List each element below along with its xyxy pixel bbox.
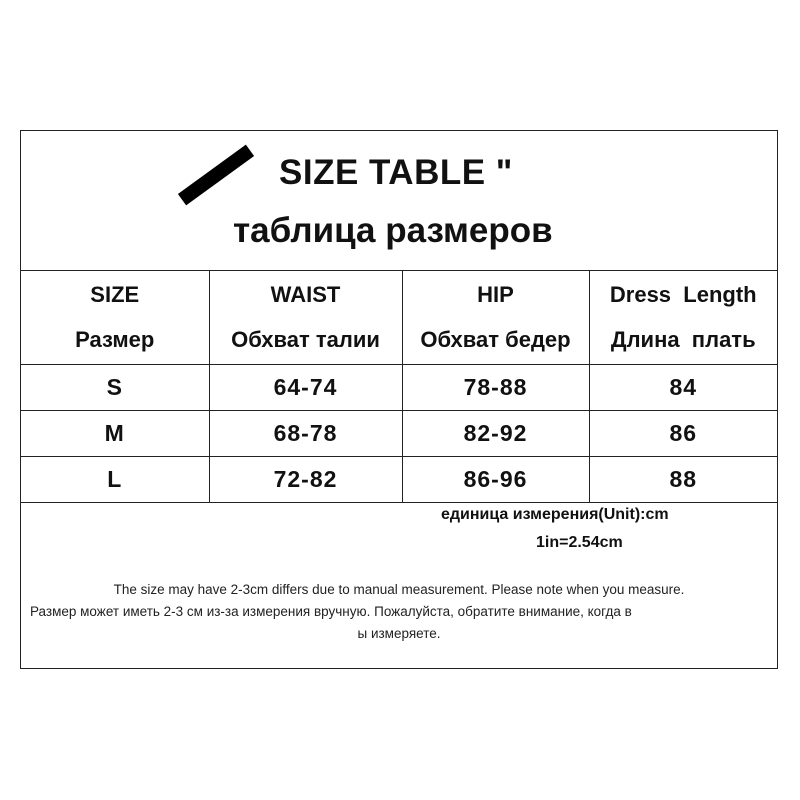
header-size-ru: Размер: [75, 327, 155, 353]
header-hip-ru: Обхват бедер: [420, 327, 571, 353]
table-row: [21, 456, 777, 502]
table-row: [21, 364, 777, 410]
cell-length: 88: [589, 456, 777, 502]
slash-decoration: [178, 145, 254, 206]
cell-size: M: [21, 410, 209, 456]
cell-hip: 78-88: [402, 364, 589, 410]
header-size-en: SIZE: [90, 282, 140, 308]
header-size: [21, 271, 209, 364]
title-russian: таблица размеров: [233, 211, 553, 250]
conversion-note: 1in=2.54cm: [536, 534, 623, 551]
cell-waist: 68-78: [209, 410, 402, 456]
disclaimer: [27, 579, 771, 645]
disclaimer-english: The size may have 2-3cm differs due to manual measurement. Please note when you measure.: [113, 582, 685, 597]
table-header-row: [21, 271, 777, 364]
cell-waist: 64-74: [209, 364, 402, 410]
header-hip-en: HIP: [477, 282, 514, 308]
disclaimer-russian-line-2: ы измеряете.: [357, 626, 441, 641]
header-hip: [402, 271, 589, 364]
cell-size: L: [21, 456, 209, 502]
header-waist: [209, 271, 402, 364]
cell-waist: 72-82: [209, 456, 402, 502]
title-block: [21, 131, 777, 271]
unit-note: единица измерения(Unit):cm: [441, 506, 669, 523]
header-waist-ru: Обхват талии: [231, 327, 380, 353]
title-english: SIZE TABLE ": [279, 153, 513, 192]
cell-hip: 82-92: [402, 410, 589, 456]
cell-size: S: [21, 364, 209, 410]
cell-length: 86: [589, 410, 777, 456]
cell-hip: 86-96: [402, 456, 589, 502]
size-table: [21, 271, 777, 503]
size-chart-frame: [20, 130, 778, 669]
header-length-ru: Длина плать: [610, 327, 756, 353]
cell-length: 84: [589, 364, 777, 410]
header-length: [589, 271, 777, 364]
disclaimer-russian-line-1: Размер может иметь 2-3 см из-за измерения вручную. Пожалуйста, обратите внимание, когда в: [30, 604, 632, 619]
header-length-en: Dress Length: [609, 282, 757, 308]
table-row: [21, 410, 777, 456]
header-waist-en: WAIST: [270, 282, 341, 308]
